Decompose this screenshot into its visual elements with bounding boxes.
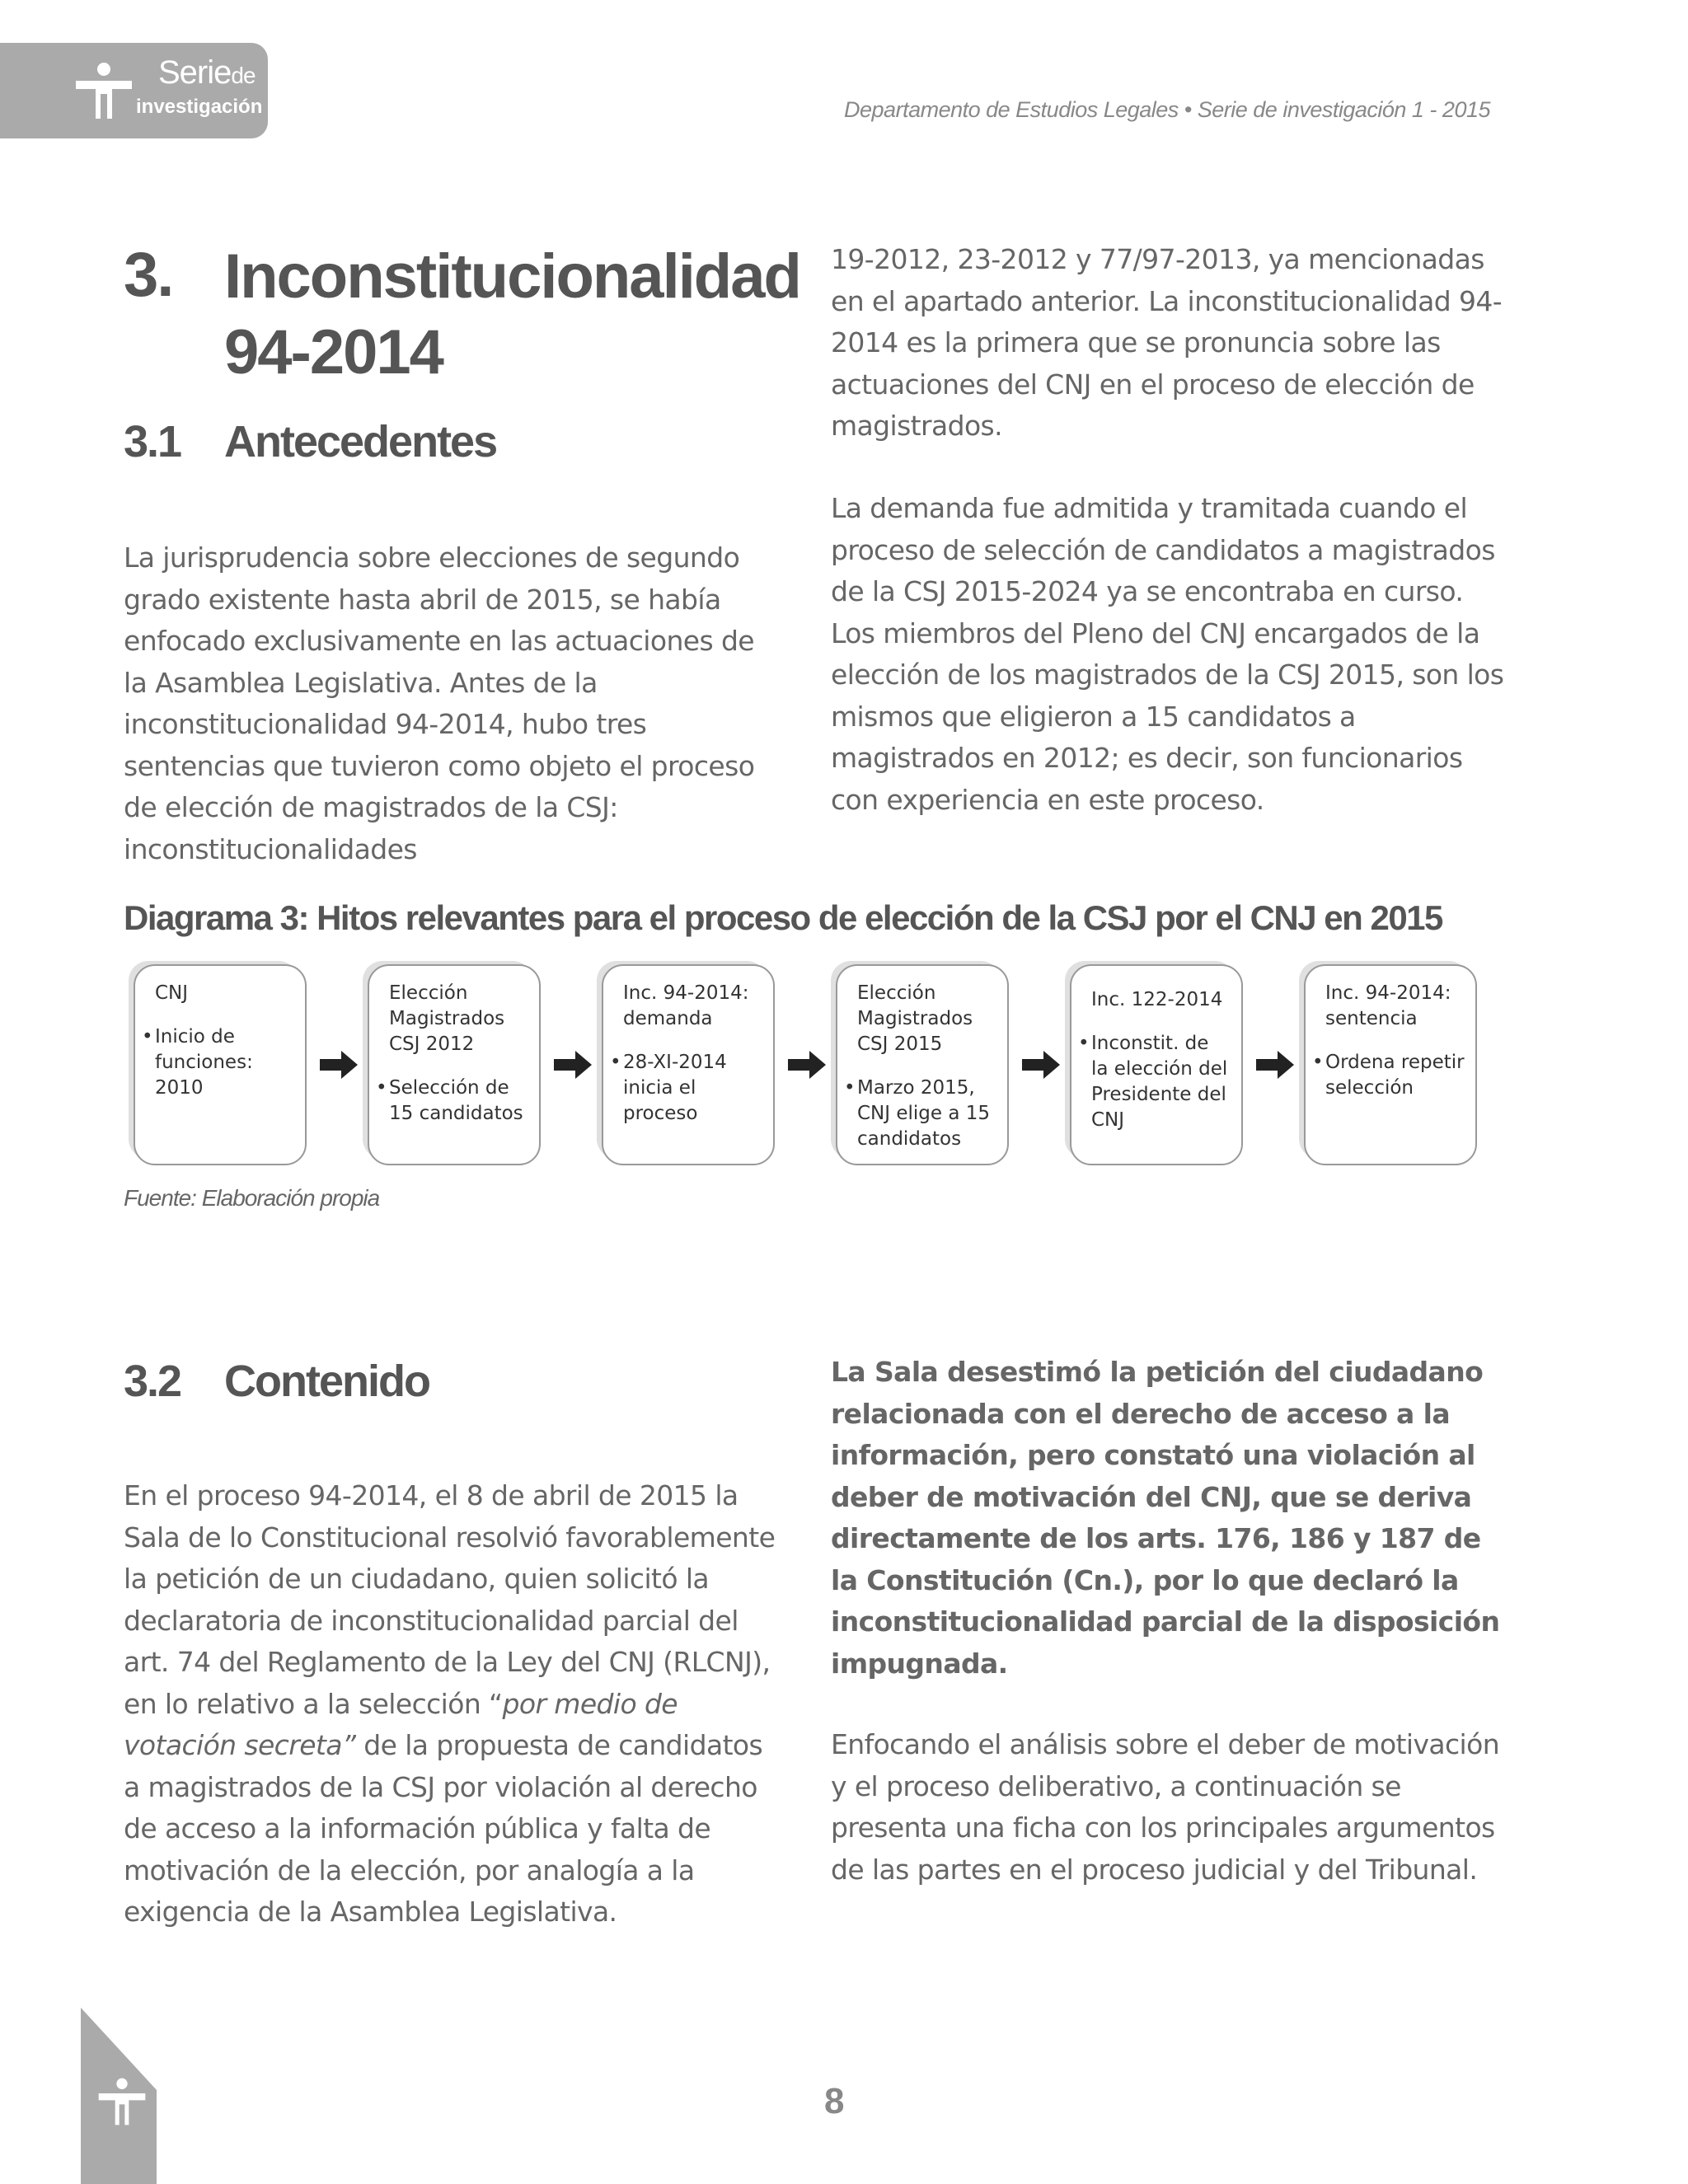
paragraph-contenido-right: Enfocando el análisis sobre el deber de motivación y el proceso deliberativo, a continuación se presenta una ficha con los principales argumentos de las partes en el proceso judicial y del Tribunal.	[831, 1728, 1500, 1886]
diagram-box-title: Inc. 94-2014: demanda	[623, 982, 749, 1029]
diagram-box-4	[836, 964, 1009, 1165]
diagram-box-title: Inc. 122-2014	[1091, 989, 1223, 1010]
series-title: Seriede	[158, 54, 256, 91]
arrow-right-icon	[554, 1051, 592, 1079]
page-number: 8	[824, 2081, 845, 2121]
footer-logo-icon	[97, 2077, 147, 2126]
diagram-source: Fuente: Elaboración propia	[124, 1185, 380, 1211]
diagram-box-5	[1070, 964, 1243, 1165]
diagram-box-2	[368, 964, 541, 1165]
diagram-box-title: CNJ	[155, 982, 189, 1004]
diagram-box-bullet: • Marzo 2015, CNJ elige a 15 candidatos	[844, 1077, 991, 1150]
section-3-number: 3.	[124, 240, 173, 310]
paragraph-antecedentes-right-1: 19-2012, 23-2012 y 77/97-2013, ya mencionadas en el apartado anterior. La inconstitucionalidad 94-2014 es la primera que se pronuncia sobre las actuaciones del CNJ en el proceso de elección de magistrados.	[831, 243, 1503, 442]
section-3-2-title: Contenido	[224, 1357, 429, 1406]
diagram-box-title: Elección Magistrados CSJ 2012	[389, 982, 505, 1055]
section-3-2-number: 3.2	[124, 1357, 181, 1406]
diagram-box-3	[602, 964, 775, 1165]
paragraph-contenido-left: En el proceso 94-2014, el 8 de abril de 2015 la Sala de lo Constitucional resolvió favorablemente la petición de un ciudadano, quien solicitó la declaratoria de inconstitucionalidad parcial del art. 74 del Reglamento de la Ley del CNJ (RLCNJ), en lo relativo a la selección “por medio de votación secreta” de la propuesta de candidatos a magistrados de la CSJ por violación al derecho de acceso a la información pública y falta de motivación de la elección, por analogía a la exigencia de la Asamblea Legislativa.	[124, 1479, 776, 1928]
running-header: Departamento de Estudios Legales • Serie de investigación 1 - 2015	[844, 97, 1490, 122]
diagram-box-6	[1304, 964, 1477, 1165]
diagram-box-bullet: • 28-XI-2014 inicia el proceso	[610, 1052, 727, 1124]
section-3-1-title: Antecedentes	[224, 417, 497, 466]
institution-logo-icon	[74, 61, 134, 120]
diagram-box-1	[134, 964, 307, 1165]
diagram-box-bullet: • Ordena repetir selección	[1312, 1052, 1465, 1099]
arrow-right-icon	[788, 1051, 826, 1079]
diagram-box-title: Elección Magistrados CSJ 2015	[857, 982, 973, 1055]
arrow-right-icon	[1256, 1051, 1294, 1079]
diagram-box-bullet: • Inicio de funciones: 2010	[142, 1026, 253, 1099]
arrow-right-icon	[320, 1051, 358, 1079]
arrow-right-icon	[1022, 1051, 1060, 1079]
paragraph-antecedentes-left: La jurisprudencia sobre elecciones de segundo grado existente hasta abril de 2015, se había enfocado exclusivamente en las actuaciones de la Asamblea Legislativa. Antes de la inconstitucionalidad 94-2014, hubo tres sentencias que tuvieron como objeto el proceso de elección de magistrados de la CSJ: inconstitucionalidades	[124, 541, 755, 865]
diagram-box-bullet: • Inconstit. de la elección del Presidente del CNJ	[1078, 1033, 1228, 1131]
series-subtitle: investigación	[136, 96, 263, 118]
paragraph-antecedentes-right-2: La demanda fue admitida y tramitada cuando el proceso de selección de candidatos a magistrados de la CSJ 2015-2024 ya se encontraba en curso. Los miembros del Pleno del CNJ encargados de la elección de los magistrados de la CSJ 2015, son los mismos que eligieron a 15 candidatos a magistrados en 2012; es decir, son funcionarios con experiencia en este proceso.	[831, 492, 1504, 816]
diagram-box-bullet: • Selección de 15 candidatos	[376, 1077, 523, 1124]
diagram-title: Diagrama 3: Hitos relevantes para el proceso de elección de la CSJ por el CNJ en 2015	[124, 898, 1442, 937]
section-3-title: Inconstitucionalidad 94-2014	[224, 241, 800, 387]
section-3-1-number: 3.1	[124, 417, 181, 466]
paragraph-contenido-right-bold: La Sala desestimó la petición del ciudadano relacionada con el derecho de acceso a la información, pero constató una violación al deber de motivación del CNJ, que se deriva directamente de los arts. 176, 186 y 187 de la Constitución (Cn.), por lo que declaró la inconstitucionalidad parcial de la disposición impugnada.	[831, 1356, 1500, 1680]
diagram-box-title: Inc. 94-2014: sentencia	[1325, 982, 1451, 1029]
